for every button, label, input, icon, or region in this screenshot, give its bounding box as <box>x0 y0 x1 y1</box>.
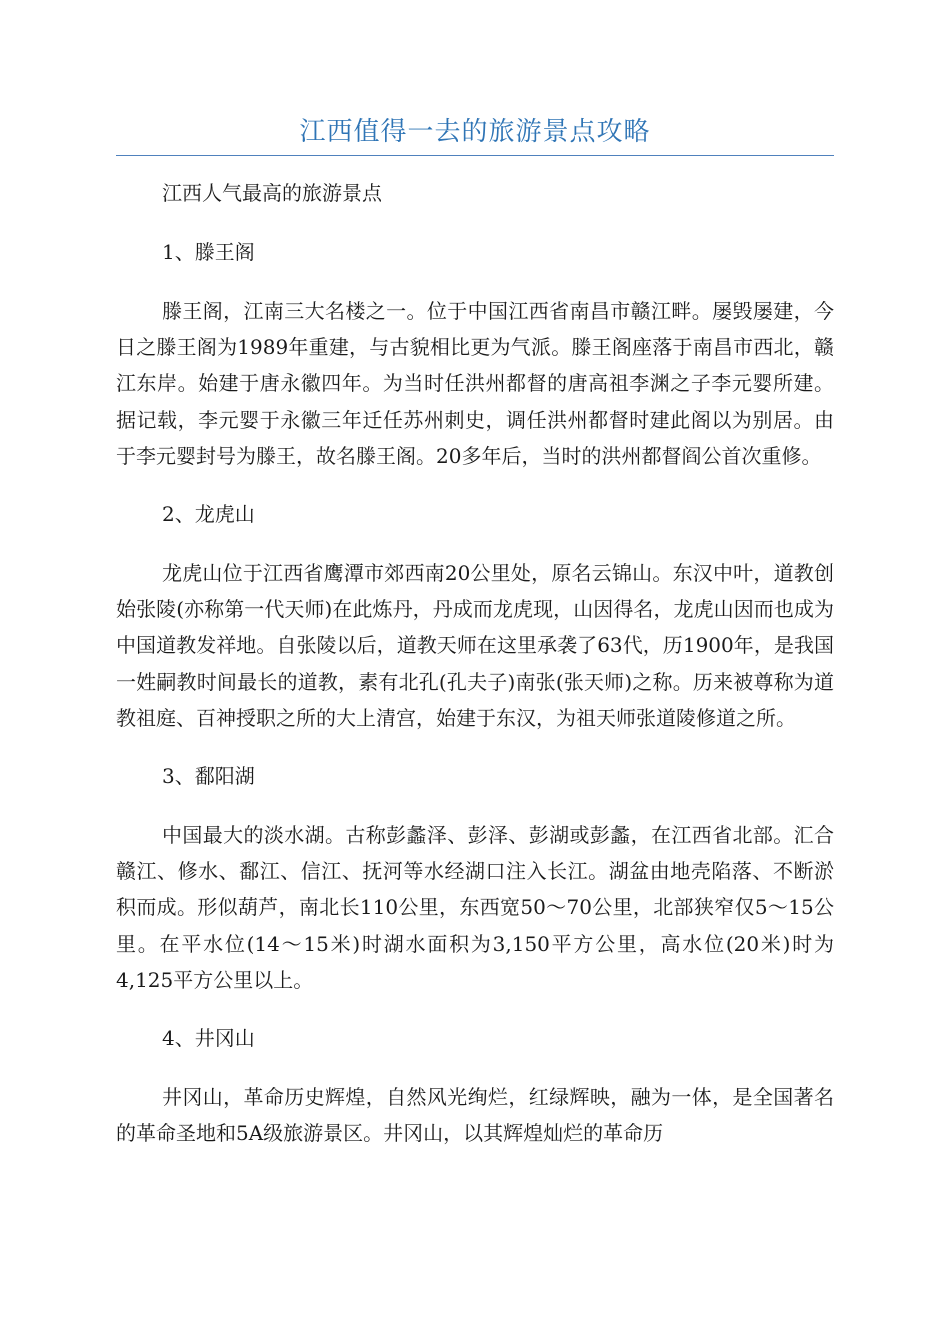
section-heading-jinggangshan: 4、井冈山 <box>162 1026 255 1051</box>
page-title: 江西值得一去的旅游景点攻略 <box>299 117 651 147</box>
title-underline <box>116 155 834 156</box>
section-heading-tengwangge: 1、滕王阁 <box>162 240 255 264</box>
intro-heading: 江西人气最高的旅游景点 <box>162 181 382 205</box>
document-body <box>116 175 834 1151</box>
section-heading-longhushan: 2、龙虎山 <box>162 502 255 527</box>
section-body-jinggangshan: 井冈山，革命历史辉煌，自然风光绚烂，红绿辉映，融为一体，是全国著名的革命圣地和5A级旅游景区。井冈山，以其辉煌灿烂的革命历 <box>116 1085 834 1146</box>
section-body-poyanghu: 中国最大的淡水湖。古称彭蠡泽、彭泽、彭湖或彭蠡，在江西省北部。汇合赣江、修水、鄱江、信江、抚河等水经湖口注入长江。湖盆由地壳陷落、不断淤积而成。形似葫芦，南北长110公里，东西宽50～70公里，北部狭窄仅5～15公里。在平水位(14～15米)时湖水面积为3,150平方公里，高水位(20米)时为4,125平方公里以上。 <box>116 823 834 992</box>
section-heading-poyanghu: 3、鄱阳湖 <box>162 764 255 789</box>
section-body-tengwangge: 滕王阁，江南三大名楼之一。位于中国江西省南昌市赣江畔。屡毁屡建，今日之滕王阁为1989年重建，与古貌相比更为气派。滕王阁座落于南昌市西北，赣江东岸。始建于唐永徽四年。为当时任洪州都督的唐高祖李渊之子李元婴所建。据记载，李元婴于永徽三年迁任苏州刺史，调任洪州都督时建此阁以为别居。由于李元婴封号为滕王，故名滕王阁。20多年后，当时的洪州都督阎公首次重修。 <box>116 299 834 468</box>
section-body-longhushan: 龙虎山位于江西省鹰潭市郊西南20公里处，原名云锦山。东汉中叶，道教创始张陵(亦称第一代天师)在此炼丹，丹成而龙虎现，山因得名，龙虎山因而也成为中国道教发祥地。自张陵以后，道教天师在这里承袭了63代，历1900年，是我国一姓嗣教时间最长的道教，素有北孔(孔夫子)南张(张天师)之称。历来被尊称为道教祖庭、百神授职之所的大上清宫，始建于东汉，为祖天师张道陵修道之所。 <box>116 561 834 730</box>
